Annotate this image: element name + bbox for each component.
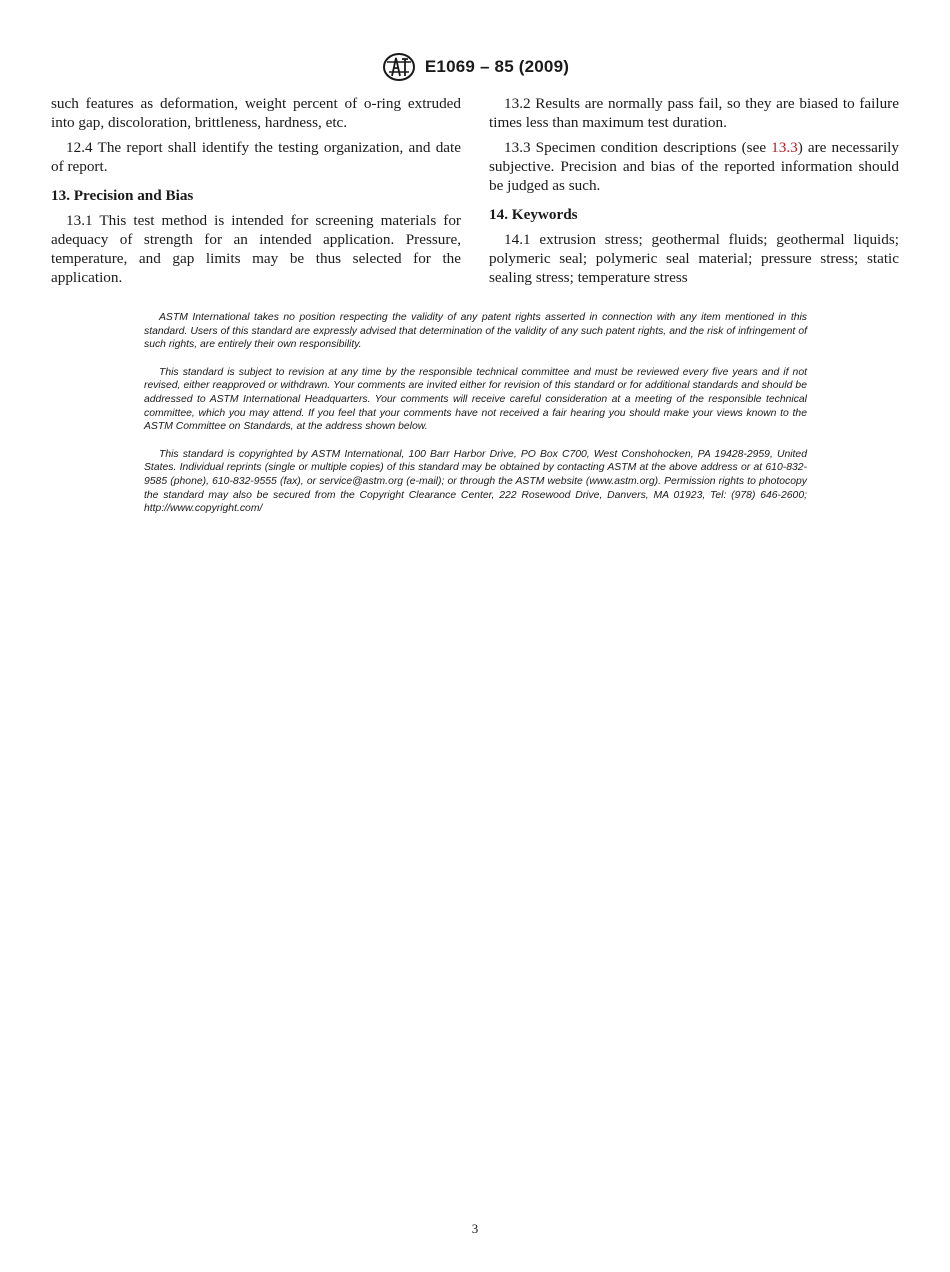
paragraph-13-2: 13.2 Results are normally pass fail, so they are biased to failure times less than maximum test duration. xyxy=(489,95,899,131)
page-number: 3 xyxy=(471,1221,479,1236)
section-13-heading: 13. Precision and Bias xyxy=(51,187,194,204)
paragraph-12-4: 12.4 The report shall identify the testing organization, and date of report. xyxy=(51,139,461,175)
paragraph-13-3-text-start: 13.3 Specimen condition descriptions (see xyxy=(504,139,772,156)
header-inner xyxy=(381,52,569,82)
paragraph-13-3-text-end: ) are necessarily subjective. Precision and bias of the reported information should be judged as such. xyxy=(489,139,899,194)
paragraph-12-3-continued: such features as deformation, weight percent of o-ring extruded into gap, discoloration, brittleness, hardness, etc. xyxy=(51,95,461,131)
right-column xyxy=(489,94,899,293)
patent-notice: ASTM International takes no position respecting the validity of any patent rights asserted in connection with any item mentioned in this standard. Users of this standard are expressly advised that determination of the validity of any such patent rights, and the risk of infringement of such rights, are entirely their own responsibility. xyxy=(144,312,807,351)
standard-designation: E1069 – 85 (2009) xyxy=(424,57,570,76)
copyright-notice: This standard is copyrighted by ASTM International, 100 Barr Harbor Drive, PO Box C700, West Conshohocken, PA 19428-2959, United States. Individual reprints (single or multiple copies) of this standard may be obtained by contacting ASTM at the above address or at 610-832-9585 (phone), 610-832-9555 (fax), or service@astm.org (e-mail); or through the ASTM website (www.astm.org). Permission rights to photocopy the standard may also be secured from the Copyright Clearance Center, 222 Rosewood Drive, Danvers, MA 01923, Tel: (978) 646-2600; http://www.copyright.com/ xyxy=(144,448,807,515)
paragraph-13-3 xyxy=(489,138,899,195)
left-column xyxy=(51,94,461,293)
section-13-3-link[interactable]: 13.3 xyxy=(771,139,798,156)
page-header xyxy=(0,52,950,84)
paragraph-14-1: 14.1 extrusion stress; geothermal fluids; geothermal liquids; polymeric seal; polymeric seal material; pressure stress; static sealing stress; temperature stress xyxy=(489,231,899,286)
astm-logo-icon xyxy=(381,52,417,82)
section-14-heading: 14. Keywords xyxy=(489,206,578,223)
legal-notices xyxy=(144,311,807,530)
paragraph-13-1: 13.1 This test method is intended for screening materials for adequacy of strength for an intended application. Pressure, temperature, and gap limits may be thus selected for the application. xyxy=(51,212,461,286)
revision-notice: This standard is subject to revision at any time by the responsible technical committee and must be reviewed every five years and if not revised, either reapproved or withdrawn. Your comments are invited either for revision of this standard or for additional standards and should be addressed to ASTM International Headquarters. Your comments will receive careful consideration at a meeting of the responsible technical committee, which you may attend. If you feel that your comments have not received a fair hearing you should make your views known to the ASTM Committee on Standards, at the address shown below. xyxy=(144,366,807,433)
